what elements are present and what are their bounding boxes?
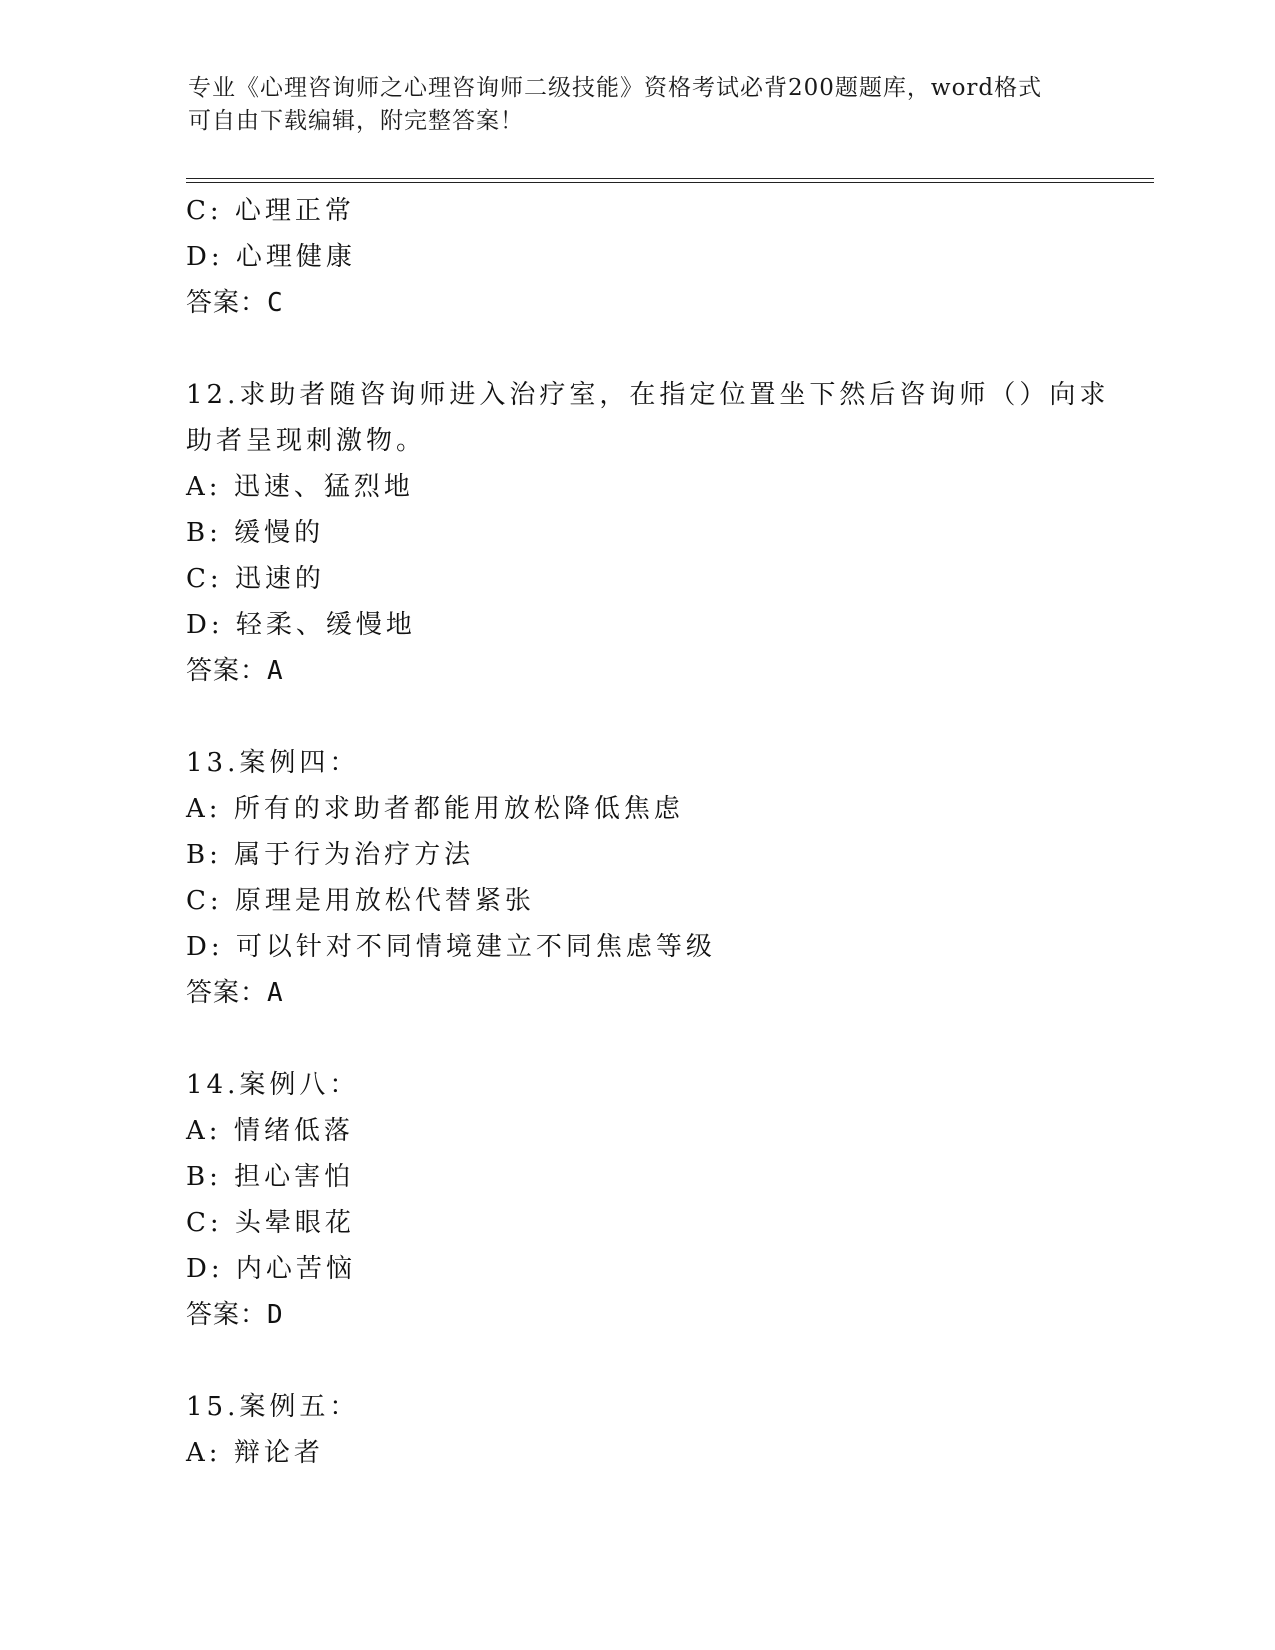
option-line	[186, 878, 1126, 924]
answer-label: 答案：	[186, 978, 268, 1008]
option-line	[186, 1200, 1126, 1246]
answer-value: D	[267, 1300, 284, 1330]
option-letter: A:	[186, 794, 222, 824]
option-letter: D:	[186, 610, 224, 640]
option-line	[186, 786, 1126, 832]
option-letter: B:	[186, 1162, 222, 1192]
question-stem	[186, 1384, 1126, 1430]
question-stem-text: 案例四：	[239, 748, 360, 778]
option-line	[186, 1430, 1126, 1476]
option-letter: C:	[186, 886, 223, 916]
question-stem-text: 求助者随咨询师进入治疗室，在指定位置坐下然后咨询师（）向求	[239, 380, 1110, 410]
option-letter: A:	[186, 1438, 222, 1468]
answer-value: C	[267, 288, 284, 318]
answer-line	[186, 280, 1126, 326]
header-divider	[186, 178, 1154, 183]
question-stem	[186, 372, 1126, 418]
spacer	[186, 1338, 1126, 1384]
option-text: 原理是用放松代替紧张	[234, 886, 535, 916]
question-number: 13.	[186, 748, 240, 778]
option-letter: D:	[186, 1254, 224, 1284]
option-text: 头晕眼花	[234, 1208, 355, 1238]
question-stem	[186, 740, 1126, 786]
option-line	[186, 1108, 1126, 1154]
option-text: 所有的求助者都能用放松降低焦虑	[233, 794, 684, 824]
question-number: 14.	[186, 1070, 240, 1100]
option-letter: B:	[186, 840, 222, 870]
question-stem	[186, 1062, 1126, 1108]
question-number: 12.	[186, 380, 240, 410]
answer-label: 答案：	[186, 1300, 268, 1330]
question-number: 15.	[186, 1392, 240, 1422]
option-text: 迅速、猛烈地	[233, 472, 414, 502]
option-text: 迅速的	[234, 564, 325, 594]
option-text: 内心苦恼	[235, 1254, 356, 1284]
spacer	[186, 326, 1126, 372]
option-text: 担心害怕	[234, 1162, 355, 1192]
answer-line	[186, 970, 1126, 1016]
option-text: 心理健康	[235, 242, 356, 272]
question-stem-continuation	[186, 418, 1126, 464]
option-text: 可以针对不同情境建立不同焦虑等级	[235, 932, 716, 962]
question-stem-text: 案例八：	[239, 1070, 360, 1100]
option-text: 心理正常	[234, 196, 355, 226]
option-letter: A:	[186, 472, 222, 502]
answer-line	[186, 648, 1126, 694]
spacer	[186, 694, 1126, 740]
option-letter: C:	[186, 1208, 223, 1238]
question-stem-text: 案例五：	[239, 1392, 360, 1422]
option-line	[186, 832, 1126, 878]
option-line	[186, 1154, 1126, 1200]
option-letter: C:	[186, 564, 223, 594]
question-stem-text: 助者呈现刺激物。	[186, 426, 427, 456]
option-text: 缓慢的	[234, 518, 325, 548]
option-letter: B:	[186, 518, 222, 548]
option-line	[186, 188, 1126, 234]
document-header	[188, 72, 1068, 138]
option-text: 辩论者	[233, 1438, 324, 1468]
option-letter: D:	[186, 932, 224, 962]
header-line-1: 专业《心理咨询师之心理咨询师二级技能》资格考试必背200题题库，word格式	[188, 75, 1043, 101]
answer-label: 答案：	[186, 288, 268, 318]
option-line	[186, 924, 1126, 970]
option-line	[186, 556, 1126, 602]
answer-label: 答案：	[186, 656, 268, 686]
option-line	[186, 510, 1126, 556]
option-letter: A:	[186, 1116, 222, 1146]
answer-value: A	[267, 978, 284, 1008]
answer-line	[186, 1292, 1126, 1338]
option-text: 轻柔、缓慢地	[235, 610, 416, 640]
option-line	[186, 1246, 1126, 1292]
option-line	[186, 602, 1126, 648]
spacer	[186, 1016, 1126, 1062]
option-letter: C:	[186, 196, 223, 226]
question-list	[186, 188, 1126, 1476]
option-line	[186, 464, 1126, 510]
option-text: 情绪低落	[233, 1116, 354, 1146]
answer-value: A	[267, 656, 284, 686]
option-letter: D:	[186, 242, 224, 272]
option-line	[186, 234, 1126, 280]
header-line-2: 可自由下载编辑，附完整答案！	[188, 108, 524, 134]
option-text: 属于行为治疗方法	[234, 840, 475, 870]
